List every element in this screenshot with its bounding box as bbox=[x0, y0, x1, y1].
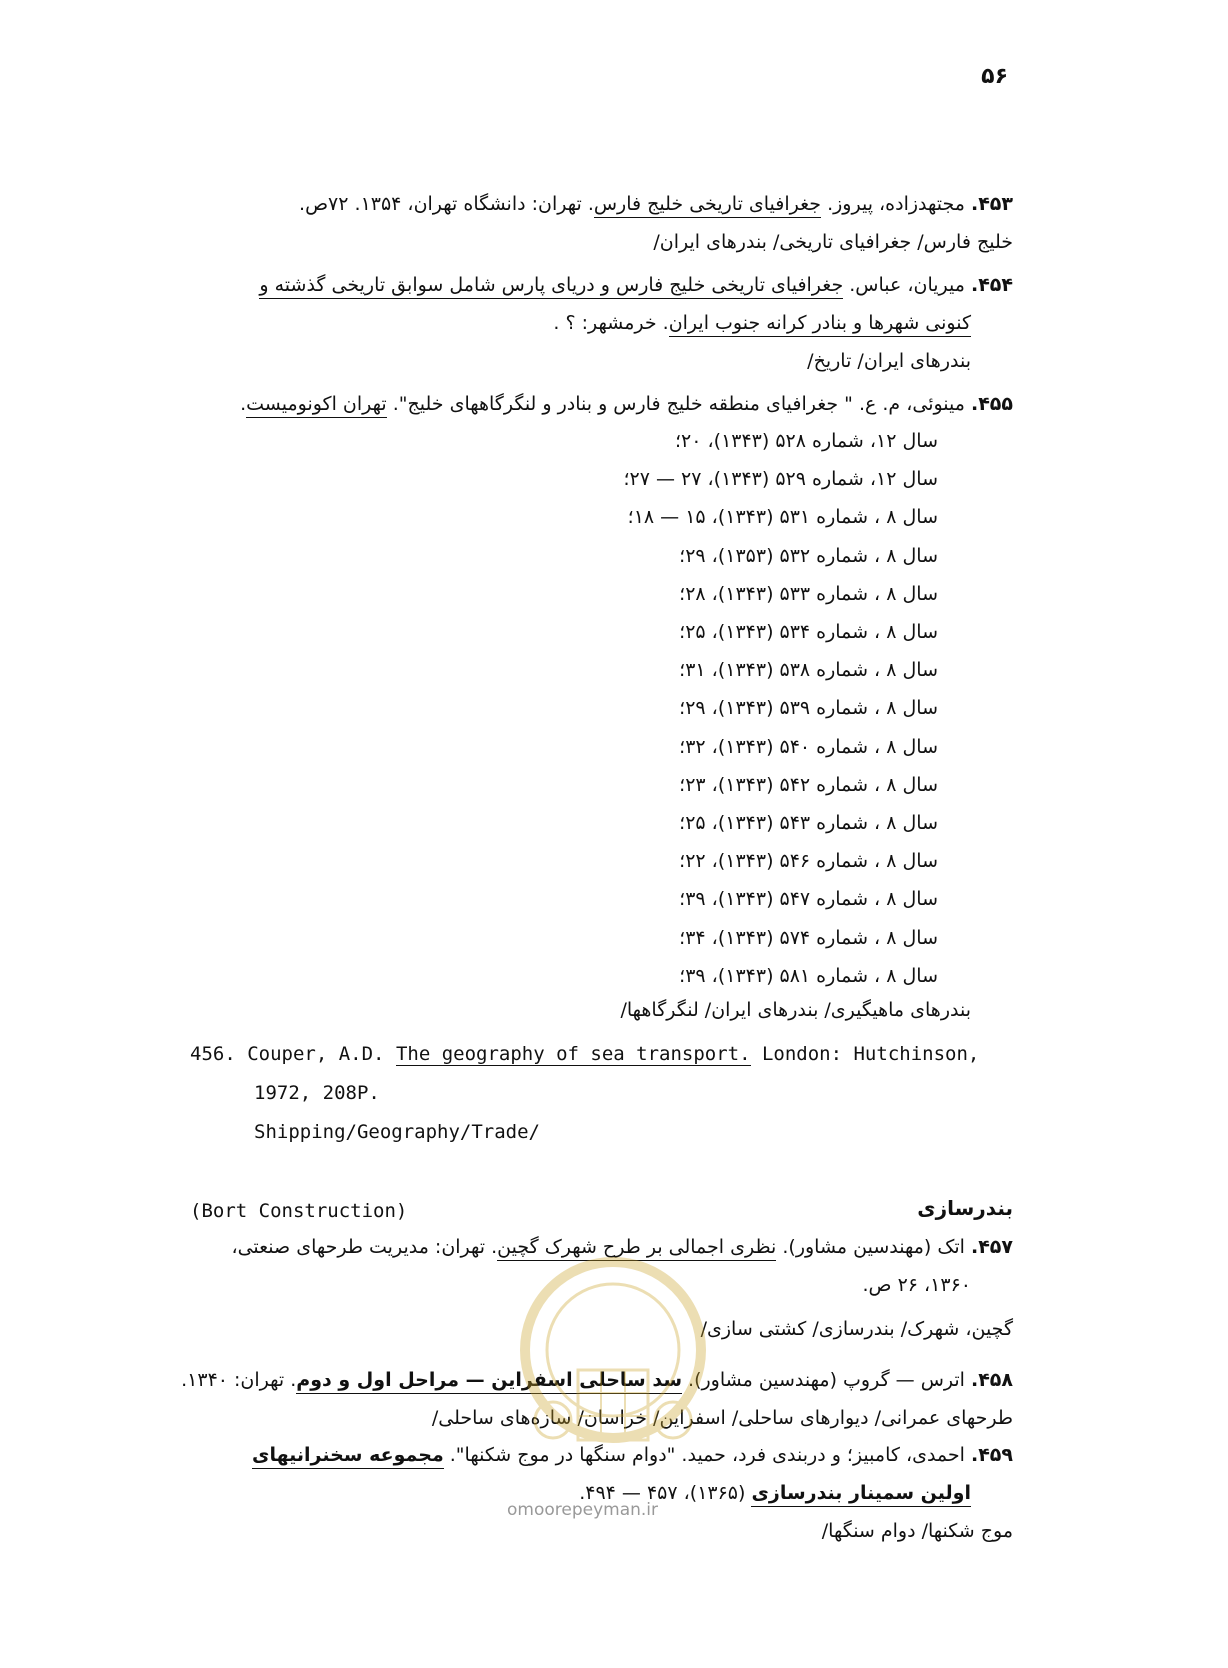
entry-author: Couper, A.D. bbox=[247, 1043, 396, 1065]
list-item: سال ۸ ، شماره ۵۳۸ (۱۳۴۳)، ۳۱؛ bbox=[679, 659, 938, 682]
subjects-text: موج شکنها/ دوام سنگها/ bbox=[821, 1520, 1013, 1542]
entry-456 bbox=[190, 1035, 979, 1152]
entry-455 bbox=[240, 385, 1013, 423]
list-item: سال ۸ ، شماره ۵۴۰ (۱۳۴۳)، ۳۲؛ bbox=[679, 735, 938, 758]
entry-author: مینوئی، م. ع. " جغرافیای منطقه خلیج فارس و بنادر و لنگرگاههای خلیج". bbox=[386, 393, 965, 415]
list-item: سال ۸ ، شماره ۵۳۹ (۱۳۴۳)، ۲۹؛ bbox=[679, 697, 938, 720]
subjects-text: طرحهای عمرانی/ دیوارهای ساحلی/ اسفراین/ خراسان/ سازه‌های ساحلی/ bbox=[431, 1407, 1013, 1429]
entry-453-subjects bbox=[299, 223, 1013, 261]
entry-454-subjects bbox=[259, 342, 1013, 380]
entry-454-line1 bbox=[259, 266, 1013, 304]
list-item: سال ۱۲، شماره ۵۲۸ (۱۳۴۳)، ۲۰؛ bbox=[675, 430, 938, 452]
subjects-text: خلیج فارس/ جغرافیای تاریخی/ بندرهای ایران/ bbox=[653, 231, 1013, 253]
entry-publication: . تهران: دانشگاه تهران، ۱۳۵۴. ۷۲ص. bbox=[299, 193, 594, 215]
subjects-text: گچین، شهرک/ بندرسازی/ کشتی سازی/ bbox=[700, 1318, 1013, 1340]
list-item: سال ۸ ، شماره ۵۴۲ (۱۳۴۳)، ۲۳؛ bbox=[679, 773, 938, 796]
entry-number: ۴۵۳. bbox=[970, 193, 1013, 215]
entry-number: ۴۵۴. bbox=[970, 274, 1013, 296]
page-number: ۵۶ bbox=[981, 64, 1008, 89]
entry-number: ۴۵۵. bbox=[970, 393, 1013, 415]
entry-title-cont: اولین سمینار بندرسازی bbox=[751, 1482, 971, 1507]
list-item: سال ۸ ، شماره ۵۳۴ (۱۳۴۳)، ۲۵؛ bbox=[679, 621, 938, 644]
entry-publication: . bbox=[240, 393, 247, 415]
entry-453 bbox=[299, 185, 1013, 261]
issue-list bbox=[623, 422, 938, 995]
entry-title: مجموعه سخنرانیهای bbox=[252, 1444, 444, 1469]
entry-456-subjects: Shipping/Geography/Trade/ bbox=[254, 1121, 540, 1143]
entry-title: جغرافیای تاریخی خلیج فارس و دریای پارس شامل سوابق تاریخی گذشته و bbox=[259, 274, 843, 299]
entry-title: نظری اجمالی بر طرح شهرک گچین bbox=[497, 1236, 776, 1261]
watermark-seal-icon bbox=[508, 1250, 718, 1490]
entry-title: تهران اکونومیست bbox=[246, 393, 387, 418]
entry-number: 456. bbox=[190, 1043, 236, 1065]
entry-author: میریان، عباس. bbox=[843, 274, 965, 296]
entry-454 bbox=[259, 266, 1013, 380]
list-item: سال ۸ ، شماره ۵۳۲ (۱۳۵۳)، ۲۹؛ bbox=[679, 544, 938, 567]
entry-454-line2 bbox=[259, 304, 1013, 342]
subjects-text: بندرهای ماهیگیری/ بندرهای ایران/ لنگرگاهها/ bbox=[620, 999, 971, 1021]
entry-author: احمدی، کامبیز؛ و دربندی فرد، حمید. "دوام سنگها در موج شکنها". bbox=[443, 1444, 965, 1466]
list-item: سال ۸ ، شماره ۵۴۶ (۱۳۴۳)، ۲۲؛ bbox=[679, 850, 938, 873]
entry-author: اتک (مهندسین مشاور). bbox=[776, 1236, 965, 1258]
entry-455-subjects bbox=[620, 995, 1013, 1025]
entry-title-cont: کنونی شهرها و بنادر کرانه جنوب ایران bbox=[669, 312, 971, 337]
entry-456-line1 bbox=[190, 1035, 979, 1074]
list-item: سال ۸ ، شماره ۵۴۷ (۱۳۴۳)، ۳۹؛ bbox=[679, 888, 938, 911]
list-item: سال ۱۲، شماره ۵۲۹ (۱۳۴۳)، ۲۷ — ۲۷؛ bbox=[623, 468, 938, 491]
entry-publication: . تهران: مدیریت طرحهای صنعتی، bbox=[231, 1236, 498, 1258]
subjects-text: بندرهای ایران/ تاریخ/ bbox=[807, 350, 971, 372]
entry-title: سد ساحلی اسفراین — مراحل اول و دوم bbox=[296, 1369, 682, 1394]
list-item: سال ۸ ، شماره ۵۷۴ (۱۳۴۳)، ۳۴؛ bbox=[679, 926, 938, 949]
section-title-fa: بندرسازی bbox=[917, 1196, 1013, 1220]
section-title-en: (Bort Construction) bbox=[190, 1200, 408, 1222]
list-item: سال ۸ ، شماره ۵۳۳ (۱۳۴۳)، ۲۸؛ bbox=[679, 582, 938, 605]
watermark-text: omoorepeyman.ir bbox=[507, 1500, 659, 1520]
list-item: سال ۸ ، شماره ۵۸۱ (۱۳۴۳)، ۳۹؛ bbox=[679, 964, 938, 987]
entry-number: ۴۵۸. bbox=[970, 1369, 1013, 1391]
entry-author: مجتهدزاده، پیروز. bbox=[821, 193, 965, 215]
entry-title: The geography of sea transport. bbox=[395, 1043, 751, 1065]
entry-456-line2: 1972, 208P. bbox=[254, 1082, 380, 1104]
entry-publication: London: Hutchinson, bbox=[750, 1043, 980, 1065]
entry-number: ۴۵۷. bbox=[970, 1236, 1013, 1258]
entry-publication: . خرمشهر: ؟ . bbox=[553, 312, 669, 334]
list-item: سال ۸ ، شماره ۵۳۱ (۱۳۴۳)، ۱۵ — ۱۸؛ bbox=[627, 506, 938, 529]
entry-publication: (۱۳۶۵)، ۴۵۷ — ۴۹۴. bbox=[579, 1482, 752, 1504]
entry-453-line1 bbox=[299, 185, 1013, 223]
entry-title: جغرافیای تاریخی خلیج فارس bbox=[594, 193, 821, 218]
entry-pages: ۱۳۶۰، ۲۶ ص. bbox=[862, 1274, 971, 1296]
entry-publication: . تهران: ۱۳۴۰. bbox=[181, 1369, 297, 1391]
entry-author: اترس — گروپ (مهندسین مشاور). bbox=[682, 1369, 965, 1391]
list-item: سال ۸ ، شماره ۵۴۳ (۱۳۴۳)، ۲۵؛ bbox=[679, 812, 938, 835]
entry-number: ۴۵۹. bbox=[970, 1444, 1013, 1466]
